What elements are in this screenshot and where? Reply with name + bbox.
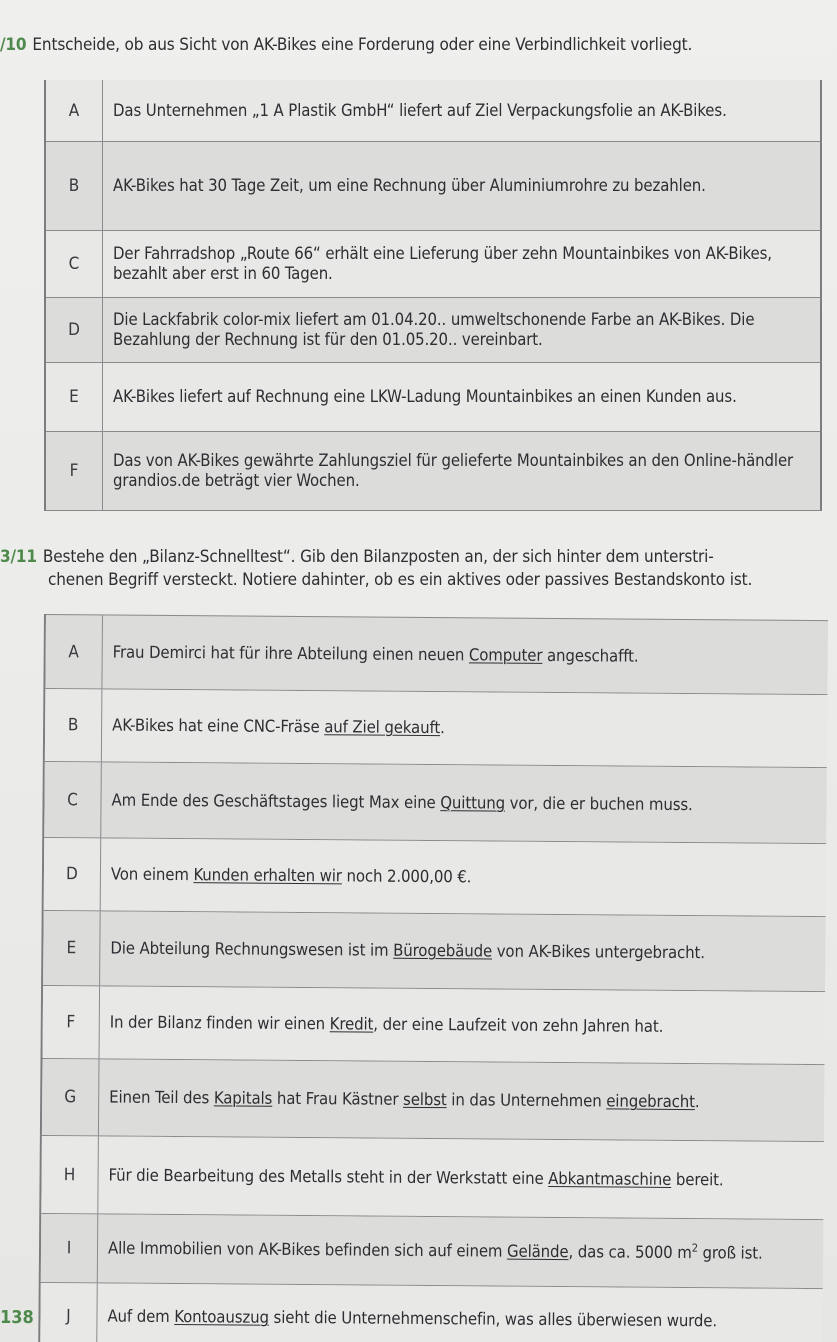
task-heading-forderung (0, 34, 692, 56)
text-part: in das Unternehmen (446, 1090, 607, 1111)
underlined-term: eingebracht (606, 1091, 695, 1112)
table-row (44, 838, 827, 917)
row-text (100, 1012, 825, 1038)
text-part: vor, die er buchen muss. (504, 793, 693, 814)
table-row (44, 762, 827, 844)
task-number: /10 (0, 35, 27, 55)
row-text (101, 790, 826, 816)
table-row (46, 231, 822, 298)
row-text (101, 864, 826, 890)
text-part: , das ca. 5000 m (568, 1242, 692, 1263)
text-part: Einen Teil des (109, 1087, 214, 1108)
row-text (102, 715, 827, 741)
row-text (99, 1165, 824, 1191)
row-text (100, 938, 825, 964)
underlined-term: Kredit (329, 1014, 374, 1034)
row-text (97, 1306, 822, 1332)
text-part: von AK-Bikes untergebracht. (492, 941, 705, 963)
underlined-term: Kontoauszug (174, 1307, 269, 1327)
text-part: Alle Immobilien von AK-Bikes befinden sich auf einem (107, 1238, 508, 1261)
row-text: AK-Bikes liefert auf Rechnung eine LKW-Ladung Mountainbikes an einen Kunden aus. (113, 387, 737, 406)
row-letter: G (42, 1059, 100, 1135)
underlined-term: Kunden erhalten wir (193, 865, 342, 886)
text-part: Auf dem (107, 1306, 175, 1327)
text-part: sieht die Unternehmenschefin, was alles überwiesen wurde. (268, 1307, 718, 1331)
text-part: Für die Bearbeitung des Metalls steht in der Werkstatt eine (108, 1165, 549, 1188)
underlined-term: auf Ziel gekauft (324, 717, 441, 738)
table-row (46, 80, 822, 142)
text-part: bereit. (671, 1169, 724, 1189)
underlined-term: Gelände (506, 1241, 569, 1262)
text-part: Die Abteilung Rechnungswesen ist im (110, 938, 394, 960)
text-part: groß ist. (697, 1243, 763, 1263)
row-letter: B (45, 689, 103, 761)
text-part: . (440, 718, 445, 738)
task-instruction-line2: chenen Begriff versteckt. Notiere dahinter, ob es ein aktives oder passives Bestandskonto ist. (48, 570, 753, 590)
table-row (45, 614, 828, 695)
table-row (46, 363, 822, 432)
text-part: In der Bilanz finden wir einen (109, 1012, 330, 1034)
text-part: hat Frau Kästner (272, 1088, 404, 1109)
task-instruction: Entscheide, ob aus Sicht von AK-Bikes eine Forderung oder eine Verbindlichkeit vorliegt. (32, 35, 693, 55)
row-letter: D (46, 298, 103, 362)
row-letter: C (46, 231, 103, 297)
row-text (103, 642, 828, 668)
task-heading-bilanz (0, 546, 752, 592)
table-row (42, 1059, 825, 1142)
underlined-term: selbst (402, 1089, 447, 1110)
table-row (41, 1214, 824, 1289)
text-part: AK-Bikes hat eine CNC-Fräse (112, 715, 325, 737)
table-row (46, 142, 822, 231)
row-letter: C (44, 762, 102, 837)
page-number: 138 (0, 1307, 34, 1328)
underlined-term: Abkantmaschine (548, 1168, 672, 1189)
text-part: angeschafft. (542, 645, 639, 666)
row-text (98, 1238, 823, 1264)
row-text: Der Fahrradshop „Route 66“ erhält eine Lieferung über zehn Mountainbikes von AK-Bikes, bezahlt aber erst in 60 Tagen. (113, 244, 772, 283)
underlined-term: Bürogebäude (393, 940, 493, 961)
row-letter: A (45, 615, 103, 688)
table-row (40, 1283, 823, 1342)
row-text (99, 1087, 824, 1113)
underlined-term: Quittung (440, 792, 506, 813)
row-letter: F (43, 986, 101, 1058)
row-letter: J (40, 1283, 98, 1342)
row-letter: E (43, 911, 101, 985)
text-part: Frau Demirci hat für ihre Abteilung einen neuen (112, 642, 470, 664)
row-text: Das von AK-Bikes gewährte Zahlungsziel für gelieferte Mountainbikes an den Online-händler grandios.de beträgt vier Wochen. (113, 451, 794, 490)
row-letter: I (41, 1214, 99, 1282)
bilanz-table (38, 614, 828, 1342)
table-row (43, 911, 826, 992)
row-text: AK-Bikes hat 30 Tage Zeit, um eine Rechnung über Aluminiumrohre zu bezahlen. (113, 176, 706, 195)
row-letter: D (44, 838, 102, 910)
underlined-term: Computer (468, 644, 543, 665)
row-letter: B (46, 142, 103, 230)
table-row (46, 432, 822, 511)
text-part: Am Ende des Geschäftstages liegt Max eine (111, 790, 441, 812)
text-part: Von einem (110, 864, 194, 885)
task-instruction-line1: Bestehe den „Bilanz-Schnelltest“. Gib den Bilanzposten an, der sich hinter dem unterstri- (42, 547, 714, 567)
superscript: 2 (691, 1241, 698, 1255)
text-part: noch 2.000,00 €. (341, 866, 472, 887)
row-letter: F (46, 432, 103, 510)
table-row (45, 689, 828, 768)
text-part: , der eine Laufzeit von zehn Jahren hat. (373, 1014, 664, 1036)
row-letter: E (46, 363, 103, 431)
table-row (46, 298, 822, 363)
row-text: Das Unternehmen „1 A Plastik GmbH“ liefert auf Ziel Verpackungsfolie an AK-Bikes. (113, 100, 727, 120)
task-number: 3/11 (0, 547, 37, 567)
row-letter: H (41, 1136, 99, 1213)
table-row (43, 986, 826, 1065)
table-row (41, 1136, 824, 1220)
forderung-table (44, 80, 822, 511)
text-part: . (694, 1092, 700, 1112)
underlined-term: Kapitals (213, 1088, 273, 1108)
row-letter: A (46, 80, 103, 141)
row-text: Die Lackfabrik color-mix liefert am 01.04.20.. umweltschonende Farbe an AK-Bikes. Die Bezahlung der Rechnung ist für den 01.05.20.. vereinbart. (113, 310, 755, 349)
